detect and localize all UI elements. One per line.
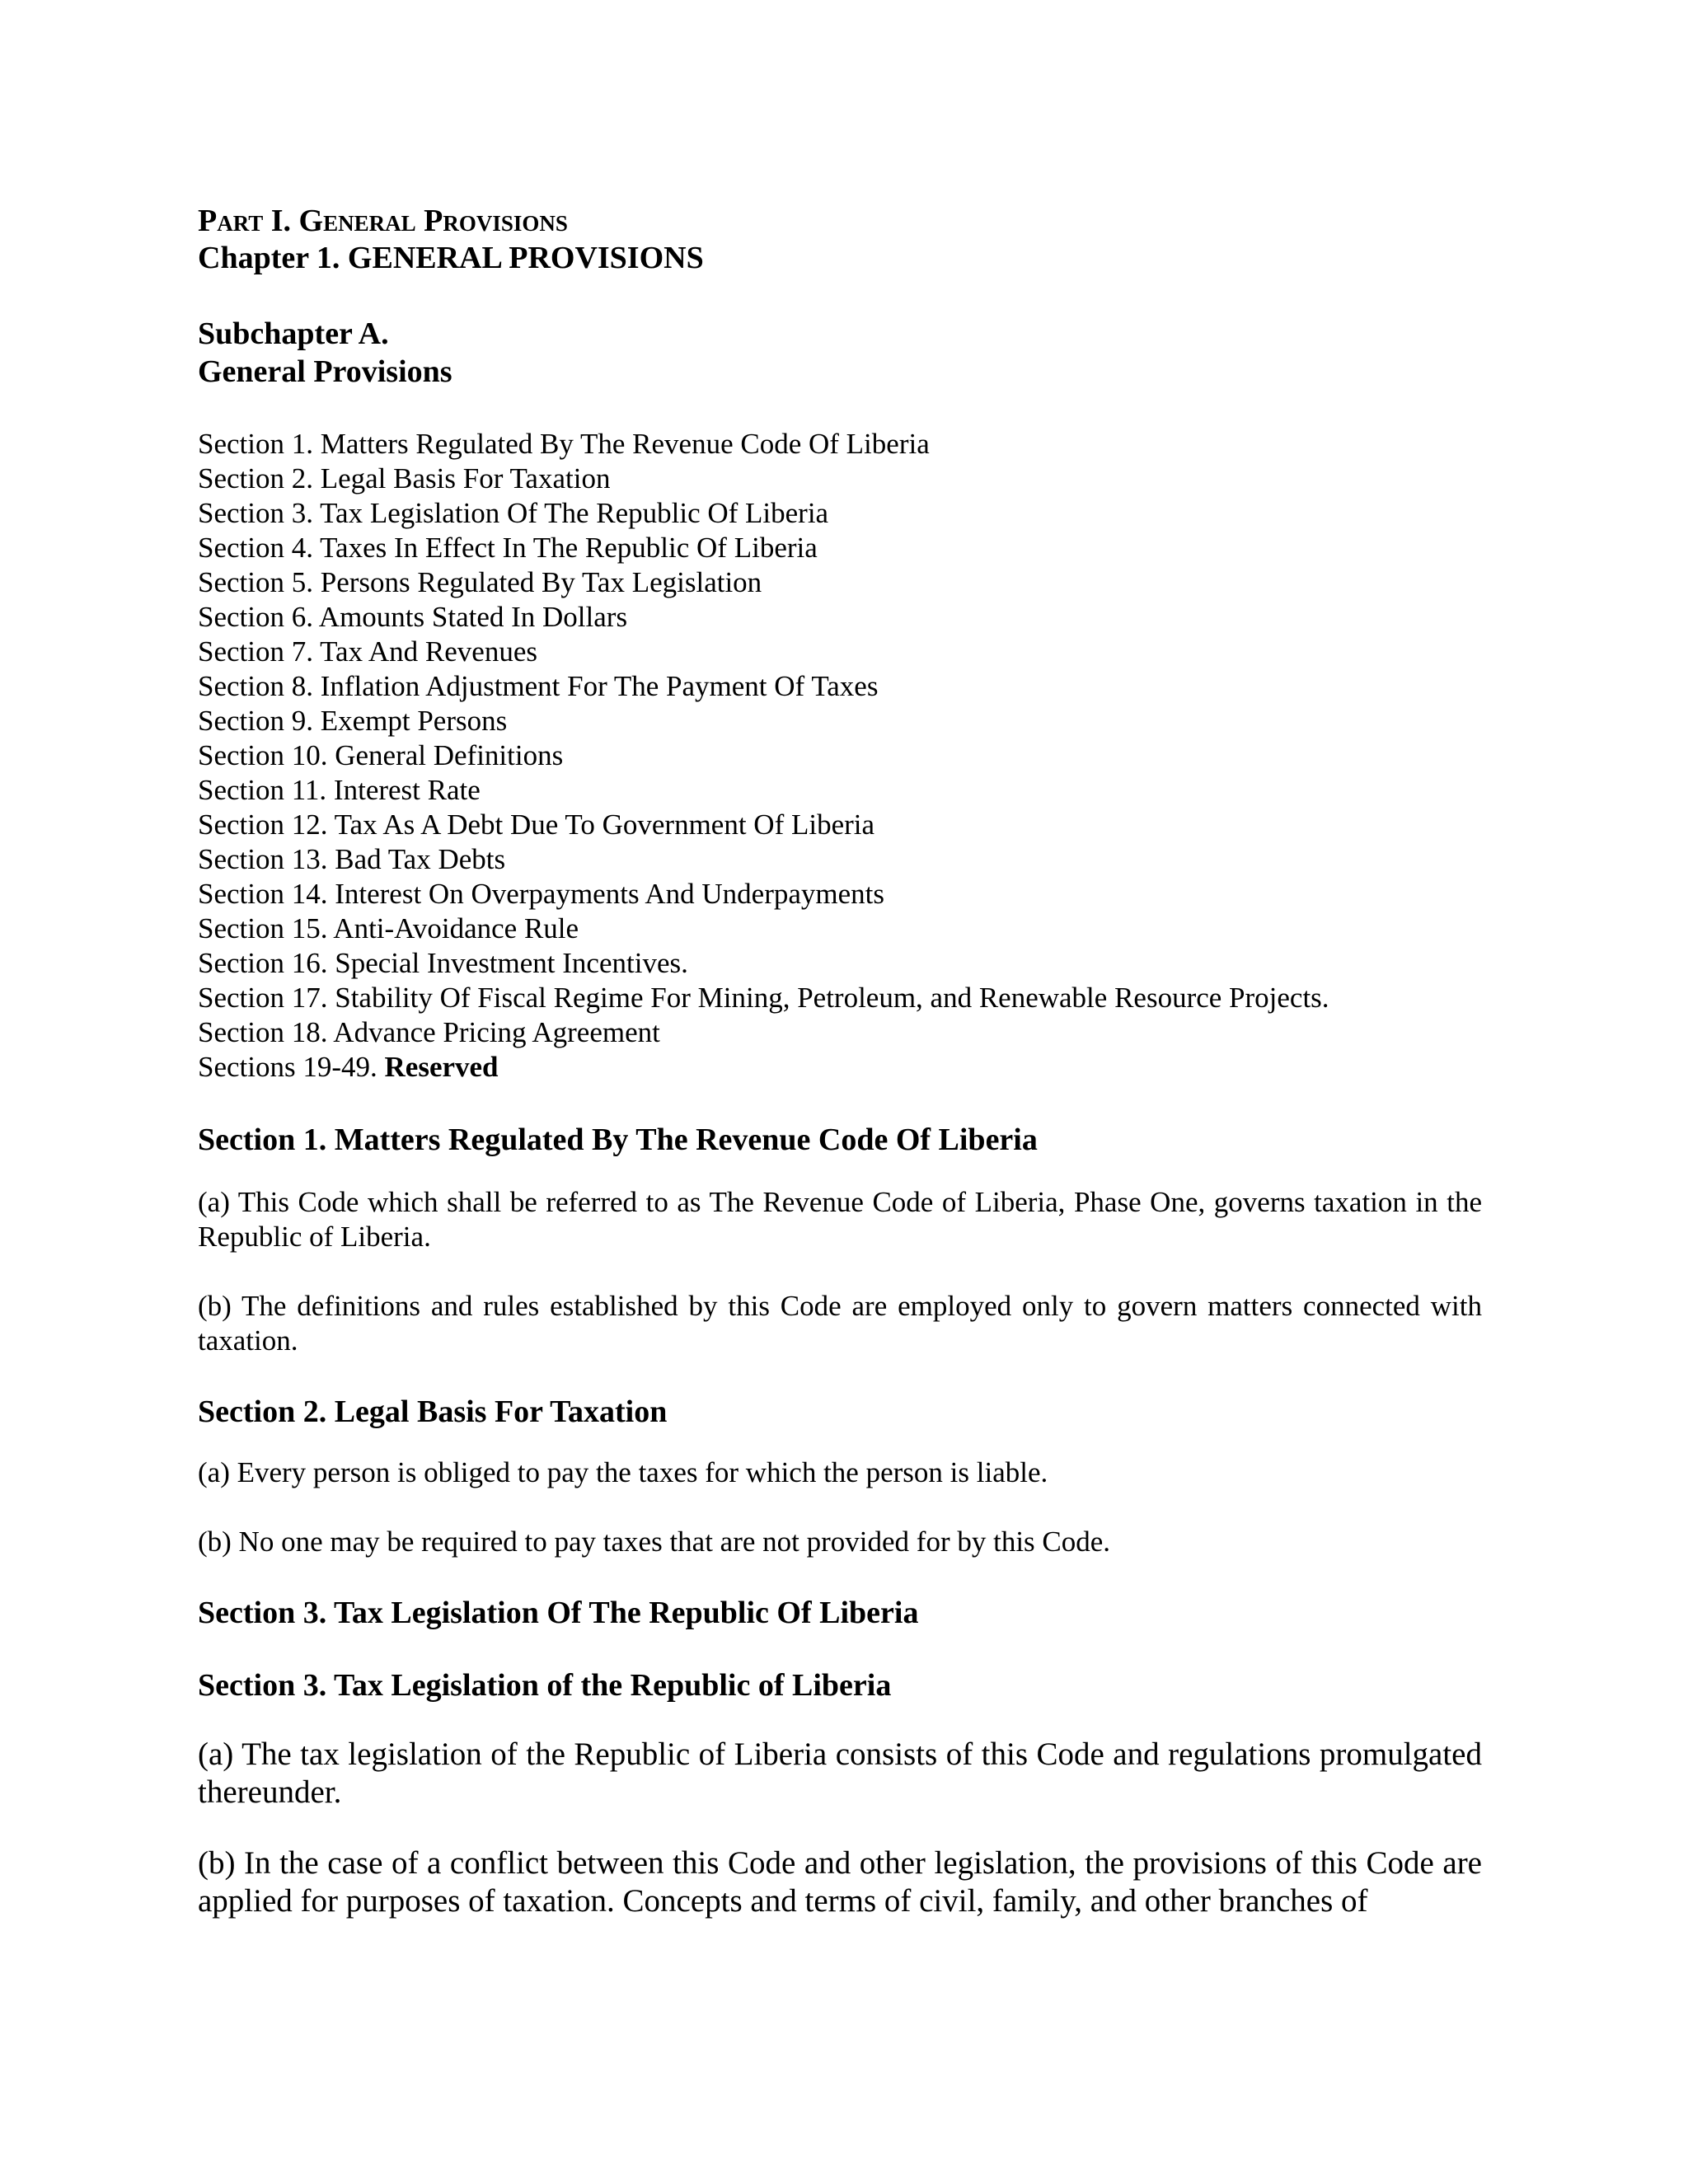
toc-reserved-prefix: Sections 19-49. bbox=[198, 1051, 385, 1083]
part-title: Part I. General Provisions bbox=[198, 204, 568, 238]
toc-reserved-label: Reserved bbox=[384, 1051, 499, 1083]
toc-item: Section 16. Special Investment Incentives. bbox=[198, 947, 688, 979]
section-3-heading: Section 3. Tax Legislation Of The Republic Of Liberia bbox=[198, 1596, 919, 1630]
subchapter-label: Subchapter A. bbox=[198, 316, 389, 351]
toc-item: Section 1. Matters Regulated By The Revenue Code Of Liberia bbox=[198, 428, 930, 460]
toc-item: Section 17. Stability Of Fiscal Regime For Mining, Petroleum, and Renewable Resource Projects. bbox=[198, 982, 1329, 1014]
chapter-title: Chapter 1. GENERAL PROVISIONS bbox=[198, 241, 704, 275]
subchapter-heading bbox=[198, 315, 1482, 391]
toc-item: Section 15. Anti-Avoidance Rule bbox=[198, 912, 579, 944]
section-2-paragraph-b: (b) No one may be required to pay taxes that are not provided for by this Code. bbox=[198, 1526, 1111, 1558]
toc-item: Section 3. Tax Legislation Of The Republic Of Liberia bbox=[198, 497, 829, 529]
toc-item: Section 2. Legal Basis For Taxation bbox=[198, 462, 611, 494]
toc-item: Section 8. Inflation Adjustment For The Payment Of Taxes bbox=[198, 670, 879, 702]
toc-item: Section 9. Exempt Persons bbox=[198, 705, 508, 737]
section-3-paragraph-b: (b) In the case of a conflict between this Code and other legislation, the provisions of this Code are applied for purposes of taxation. Concepts and terms of civil, family, and other branches of bbox=[198, 1845, 1482, 1919]
toc-item: Section 5. Persons Regulated By Tax Legislation bbox=[198, 566, 762, 598]
table-of-contents bbox=[198, 427, 1482, 1085]
subchapter-name: General Provisions bbox=[198, 354, 452, 389]
toc-item: Section 4. Taxes In Effect In The Republic Of Liberia bbox=[198, 532, 818, 564]
section-1-paragraph-b: (b) The definitions and rules established by this Code are employed only to govern matters connected with taxation. bbox=[198, 1290, 1482, 1357]
section-1-paragraph-a: (a) This Code which shall be referred to as The Revenue Code of Liberia, Phase One, governs taxation in the Republic of Liberia. bbox=[198, 1186, 1482, 1253]
section-3-paragraph-a: (a) The tax legislation of the Republic of Liberia consists of this Code and regulations promulgated thereunder. bbox=[198, 1736, 1482, 1810]
toc-item: Section 11. Interest Rate bbox=[198, 774, 481, 806]
toc-item: Section 14. Interest On Overpayments And Underpayments bbox=[198, 878, 885, 910]
toc-item: Section 7. Tax And Revenues bbox=[198, 635, 537, 668]
toc-item: Section 12. Tax As A Debt Due To Government Of Liberia bbox=[198, 808, 875, 841]
toc-item: Section 13. Bad Tax Debts bbox=[198, 843, 506, 875]
section-1-heading: Section 1. Matters Regulated By The Revenue Code Of Liberia bbox=[198, 1122, 1038, 1157]
toc-item: Section 6. Amounts Stated In Dollars bbox=[198, 601, 628, 633]
section-2-paragraph-a: (a) Every person is obliged to pay the taxes for which the person is liable. bbox=[198, 1456, 1048, 1488]
toc-item: Section 10. General Definitions bbox=[198, 739, 564, 771]
section-3-heading-repeat: Section 3. Tax Legislation of the Republic of Liberia bbox=[198, 1668, 892, 1703]
section-2-heading: Section 2. Legal Basis For Taxation bbox=[198, 1394, 668, 1429]
toc-item-reserved bbox=[198, 1050, 1482, 1085]
toc-item: Section 18. Advance Pricing Agreement bbox=[198, 1016, 660, 1048]
